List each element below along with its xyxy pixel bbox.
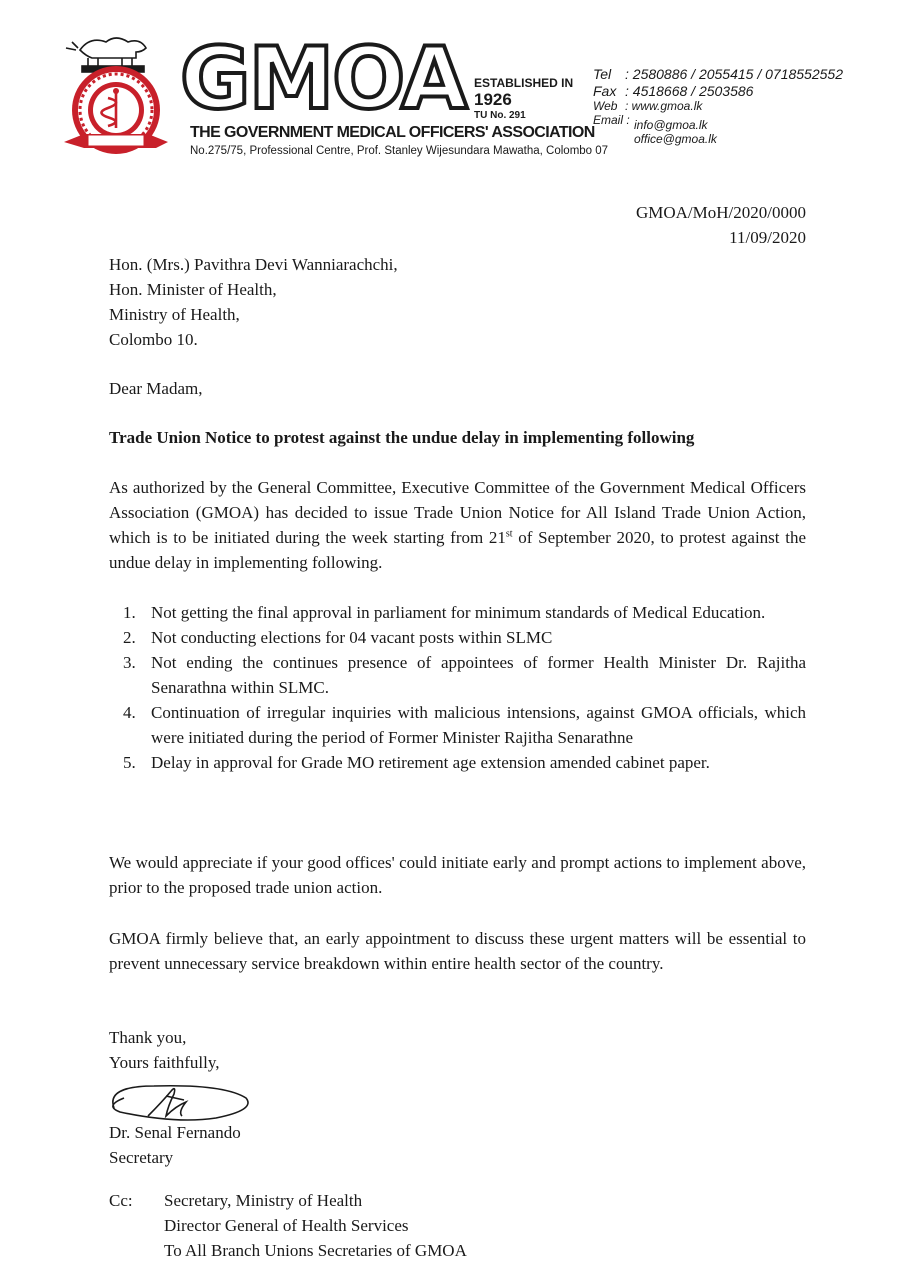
reference-number: GMOA/MoH/2020/0000 <box>635 203 806 222</box>
intro-text-2: of September 2020, to protest against the undue delay in implementing following. <box>109 528 806 572</box>
recipient-block <box>109 252 398 352</box>
list-item-number: 1. <box>123 603 136 622</box>
established-label: ESTABLISHED IN <box>474 76 574 90</box>
closing-faithfully: Yours faithfully, <box>109 1053 220 1072</box>
fax-value: : 4518668 / 2503586 <box>625 83 754 99</box>
list-item-text: Continuation of irregular inquiries with malicious intensions, against GMOA officials, which were initiated during the period of Former Minister Rajitha Senarathne <box>151 703 806 747</box>
signatory-title: Secretary <box>109 1148 174 1167</box>
list-item-text: Delay in approval for Grade MO retirement age extension amended cabinet paper. <box>151 753 710 772</box>
trade-union-number: TU No. 291 <box>474 110 526 121</box>
subject-line: Trade Union Notice to protest against the undue delay in implementing following <box>109 428 695 447</box>
appreciation-paragraph: We would appreciate if your good offices' could initiate early and prompt actions to implement above, prior to the proposed trade union action. <box>109 853 806 897</box>
organization-name: THE GOVERNMENT MEDICAL OFFICERS' ASSOCIATION <box>190 124 595 141</box>
list-item <box>109 625 806 650</box>
fax-label: Fax <box>593 83 617 99</box>
organization-address: No.275/75, Professional Centre, Prof. Stanley Wijesundara Mawatha, Colombo 07 <box>190 145 609 157</box>
recipient-line: Ministry of Health, <box>109 305 240 324</box>
list-item <box>109 650 806 700</box>
email-value-2: office@gmoa.lk <box>634 132 717 146</box>
list-item-number: 3. <box>123 653 136 672</box>
list-item-text: Not getting the final approval in parliament for minimum standards of Medical Education. <box>151 603 766 622</box>
web-label: Web <box>593 99 618 113</box>
gmoa-seal-logo <box>58 22 178 158</box>
intro-text-1: As authorized by the General Committee, Executive Committee of the Government Medical Officers Association (GMOA) has decided to issue Trade Union Notice for All Island Trade Union Action, which is to be initiated during the week starting from 21 <box>109 478 806 547</box>
letter-date: 11/09/2020 <box>729 228 806 247</box>
gmoa-wordmark: GMOA <box>180 29 466 129</box>
appointment-paragraph: GMOA firmly believe that, an early appointment to discuss these urgent matters will be essential to prevent unnecessary service breakdown within entire health sector of the country. <box>109 929 806 973</box>
demands-list <box>109 600 806 775</box>
list-item-text: Not conducting elections for 04 vacant posts within SLMC <box>151 628 553 647</box>
cc-recipient: Director General of Health Services <box>164 1216 409 1235</box>
list-item <box>109 750 806 775</box>
recipient-line: Hon. Minister of Health, <box>109 280 277 299</box>
list-item <box>109 600 806 625</box>
email-value-1: info@gmoa.lk <box>634 118 708 132</box>
tel-label: Tel <box>593 66 612 82</box>
recipient-line: Hon. (Mrs.) Pavithra Devi Wanniarachchi, <box>109 255 398 274</box>
closing-thanks: Thank you, <box>109 1028 187 1047</box>
salutation: Dear Madam, <box>109 379 203 398</box>
intro-paragraph <box>109 475 806 575</box>
list-item-text: Not ending the continues presence of appointees of former Health Minister Dr. Rajitha Senarathna within SLMC. <box>151 653 806 697</box>
cc-recipient: Secretary, Ministry of Health <box>164 1191 363 1210</box>
email-label: Email : <box>593 113 630 127</box>
web-value: : www.gmoa.lk <box>625 99 703 113</box>
tel-value: : 2580886 / 2055415 / 0718552552 <box>625 66 843 82</box>
list-item <box>109 700 806 750</box>
signatory-name: Dr. Senal Fernando <box>109 1123 241 1142</box>
established-year: 1926 <box>474 90 512 109</box>
list-item-number: 2. <box>123 628 136 647</box>
list-item-number: 4. <box>123 703 136 722</box>
recipient-line: Colombo 10. <box>109 330 198 349</box>
cc-label: Cc: <box>109 1191 133 1210</box>
intro-superscript: st <box>505 528 513 540</box>
list-item-number: 5. <box>123 753 136 772</box>
cc-recipient: To All Branch Unions Secretaries of GMOA <box>164 1241 467 1260</box>
